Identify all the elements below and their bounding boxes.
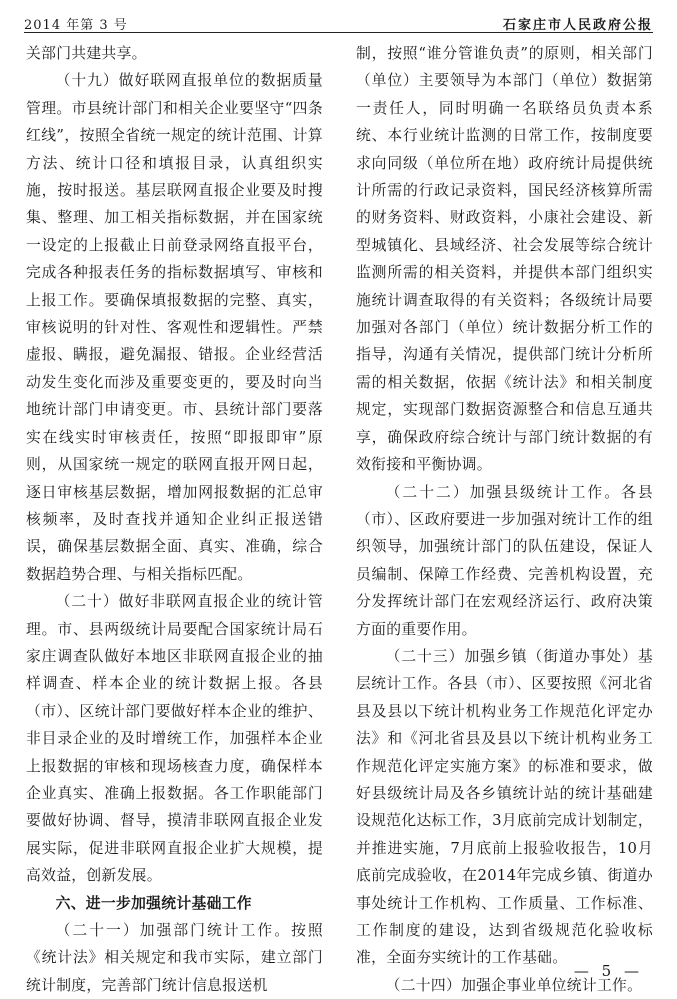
header-rule xyxy=(24,32,653,33)
paragraph: （二十一）加强部门统计工作。按照《统计法》相关规定和我市实际，建立部门统计制度，完善部门统计信息报送机 xyxy=(26,922,323,994)
publication-title: 石家庄市人民政府公报 xyxy=(502,18,653,33)
paragraph: （二十三）加强乡镇（街道办事处）基层统计工作。各县（市）、区要按照《河北省县及县以下统计机构业务工作规范化评定办法》和《河北省县及县以下统计机构业务工作规范化评定实施方案》的标准和要求，做好县级统计局及各乡镇统计站的统计基础建设规范化达标工作，3月底前完成计划制定，并推进实施，7月底前上报验收报告，10月底前完成验收，在2014年完成乡镇、街道办事处统计工作机构、工作质量、工作标准、工作制度的建设，达到省级规范化验收标准，全面夯实统计的工作基础。 xyxy=(356,647,653,967)
left-column xyxy=(26,40,323,999)
paragraph: （二十四）加强企事业单位统计工作。 xyxy=(385,976,643,994)
paragraph: 制，按照“谁分管谁负责”的原则，相关部门（单位）主要领导为本部门（单位）数据第一责任人，同时明确一名联络员负责本系统、本行业统计监测的日常工作，按制度要求向同级（单位所在地）政府统计局提供统计所需的行政记录资料，国民经济核算所需的财务资料、财政资料，小康社会建设、新型城镇化、县域经济、社会发展等综合统计监测所需的相关资料，并提供本部门组织实施统计调查取得的有关资料；各级统计局要加强对各部门（单位）统计数据分析工作的指导，沟通有关情况，提供部门统计分析所需的相关数据，依据《统计法》和相关制度规定，实现部门数据资源整合和信息互通共享，确保政府综合统计与部门统计数据的有效衔接和平衡协调。 xyxy=(356,45,653,474)
paragraph: （二十）做好非联网直报企业的统计管理。市、县两级统计局要配合国家统计局石家庄调查队做好本地区非联网直报企业的抽样调查、样本企业的统计数据上报。各县（市）、区统计部门要做好样本企业的维护、非目录企业的及时增统工作，加强样本企业上报数据的审核和现场核查力度，确保样本企业真实、准确上报数据。各工作职能部门要做好协调、督导，摸清非联网直报企业发展实际，促进非联网直报企业扩大规模，提高效益，创新发展。 xyxy=(26,593,323,885)
paragraph: （二十二）加强县级统计工作。各县（市）、区政府要进一步加强对统计工作的组织领导，加强统计部门的队伍建设，保证人员编制、保障工作经费、完善机构设置，充分发挥统计部门在宏观经济运行、政府决策方面的重要作用。 xyxy=(356,483,653,638)
paragraph: 关部门共建共享。 xyxy=(26,45,147,62)
right-column xyxy=(356,40,653,999)
page-number: — 5 — xyxy=(573,962,643,980)
paragraph: （十九）做好联网直报单位的数据质量管理。市县统计部门和相关企业要坚守“四条红线”，按照全省统一规定的统计范围、计算方法、统计口径和填报目录，认真组织实施，按时报送。基层联网直报企业要及时搜集、整理、加工相关指标数据，并在国家统一设定的上报截止日前登录网络直报平台，完成各种报表任务的指标数据填写、审核和上报工作。要确保填报数据的完整、真实，审核说明的针对性、客观性和逻辑性。严禁虚报、瞒报，避免漏报、错报。企业经营活动发生变化而涉及重要变更的，要及时向当地统计部门申请变更。市、县统计部门要落实在线实时审核责任，按照“即报即审”原则，从国家统一规定的联网直报开网日起，逐日审核基层数据，增加网报数据的汇总审核频率，及时查找并通知企业纠正报送错误，确保基层数据全面、真实、准确，综合数据趋势合理、与相关指标匹配。 xyxy=(26,72,323,583)
section-heading: 六、进一步加强统计基础工作 xyxy=(55,894,252,912)
page-header xyxy=(24,10,653,32)
issue-label: 2014 年第 3 号 xyxy=(24,18,128,33)
